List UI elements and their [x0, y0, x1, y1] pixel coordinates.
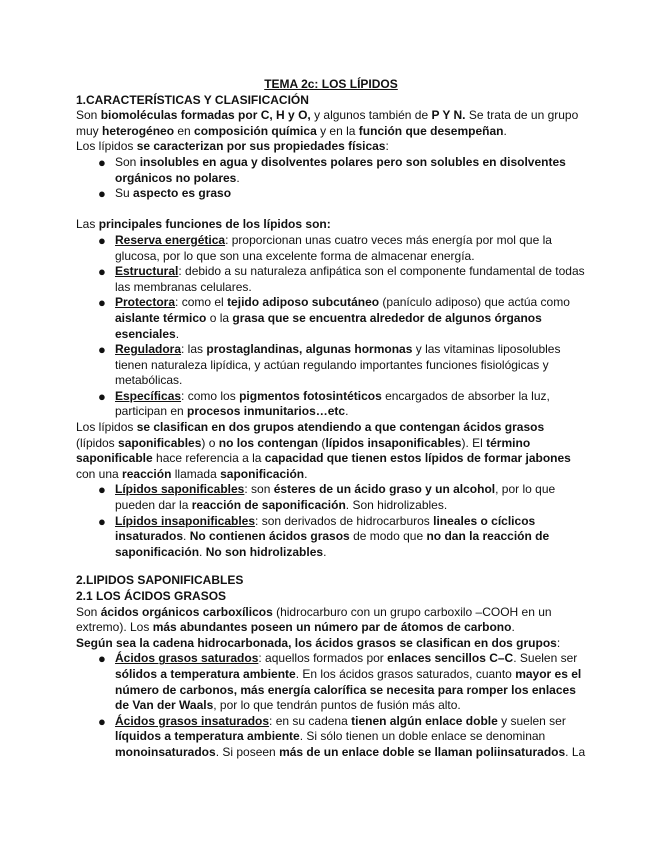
bullet-icon: ●: [98, 232, 106, 248]
list-item: ● Reguladora: las prostaglandinas, algunas hormonas y las vitaminas liposolubles tienen naturaleza lipídica, y actúan regulando importantes funciones fisiológicas y metabólicas.: [98, 342, 561, 388]
bullet-icon: ●: [98, 295, 106, 311]
bullet-icon: ●: [98, 264, 106, 280]
list-item: ● Su aspecto es graso: [98, 186, 232, 202]
list-item: ● Específicas: como los pigmentos fotosintéticos encargados de absorber la luz, participan en procesos inmunitarios…etc.: [98, 388, 550, 419]
properties-intro: Los lípidos se caracterizan por sus propiedades físicas:: [76, 139, 389, 154]
list-item: ● Estructural: debido a su naturaleza anfipática son el componente fundamental de todas las membranas celulares.: [98, 264, 585, 294]
bullet-icon: ●: [98, 154, 106, 170]
list-item: ● Protectora: como el tejido adiposo subcutáneo (panículo adiposo) que actúa como aislante térmico o la grasa que se encuentra alrededor de algunos órganos esenciales.: [98, 295, 570, 341]
classification-intro: Los lípidos se clasifican en dos grupos atendiendo a que contengan ácidos grasos (lípidos saponificables) o no los contengan (lípidos insaponificables). El término saponificable hace referencia a la capacidad que tienen estos lípidos de formar jabones con una reacción llamada saponificación.: [76, 420, 571, 481]
list-item: ● Ácidos grasos insaturados: en su cadena tienen algún enlace doble y suelen ser líquidos a temperatura ambiente. Si sólo tienen un doble enlace se denominan monoinsaturados. Si poseen más de un enlace doble se llaman poliinsaturados. La: [98, 713, 586, 759]
section2-heading: 2.LIPIDOS SAPONIFICABLES: [76, 573, 244, 588]
functions-list: [76, 233, 586, 420]
bullet-icon: ●: [98, 651, 106, 667]
bullet-icon: ●: [98, 342, 106, 358]
functions-intro: Las principales funciones de los lípidos son:: [76, 217, 331, 232]
bullet-icon: ●: [98, 513, 106, 529]
bullet-icon: ●: [98, 482, 106, 498]
list-item: ● Son insolubles en agua y disolventes polares pero son solubles en disolventes orgánicos no polares.: [98, 154, 566, 185]
list-item: ● Lípidos insaponificables: son derivados de hidrocarburos lineales o cíclicos insaturados. No contienen ácidos grasos de modo que no dan la reacción de saponificación. No son hidrolizables.: [98, 513, 550, 559]
document-title: TEMA 2c: LOS LÍPIDOS: [264, 77, 398, 91]
document-page: [76, 77, 586, 761]
fatty-acids-intro: Son ácidos orgánicos carboxílicos (hidrocarburo con un grupo carboxilo –COOH en un extremo). Los más abundantes poseen un número par de átomos de carbono.: [76, 604, 552, 635]
list-item: ● Lípidos saponificables: son ésteres de un ácido graso y un alcohol, por lo que pueden dar la reacción de saponificación. Son hidrolizables.: [98, 482, 556, 513]
properties-list: [76, 155, 586, 202]
section1-heading: 1.CARACTERÍSTICAS Y CLASIFICACIÓN: [76, 92, 309, 107]
list-item: ● Ácidos grasos saturados: aquellos formados por enlaces sencillos C–C. Suelen ser sólidos a temperatura ambiente. En los ácidos grasos saturados, cuanto mayor es el número de carbonos, más energía calorífica se necesita para romper los enlaces de Van der Waals, por lo que tendrán puntos de fusión más alto.: [98, 651, 582, 713]
fatty-acids-classification-intro: Según sea la cadena hidrocarbonada, los ácidos grasos se clasifican en dos grupos:: [76, 635, 561, 650]
classification-list: [76, 482, 586, 560]
list-item: ● Reserva energética: proporcionan unas cuatro veces más energía por mol que la glucosa, por lo que son una excelente forma de almacenar energía.: [98, 232, 552, 263]
bullet-icon: ●: [98, 713, 106, 729]
bullet-icon: ●: [98, 388, 106, 404]
section2-subheading: 2.1 LOS ÁCIDOS GRASOS: [76, 589, 227, 603]
bullet-icon: ●: [98, 186, 106, 202]
section1-intro: Son biomoléculas formadas por C, H y O, y algunos también de P Y N. Se trata de un grupo muy heterogéneo en composición química y en la función que desempeñan.: [76, 108, 579, 138]
fatty-acid-types-list: [76, 651, 586, 760]
